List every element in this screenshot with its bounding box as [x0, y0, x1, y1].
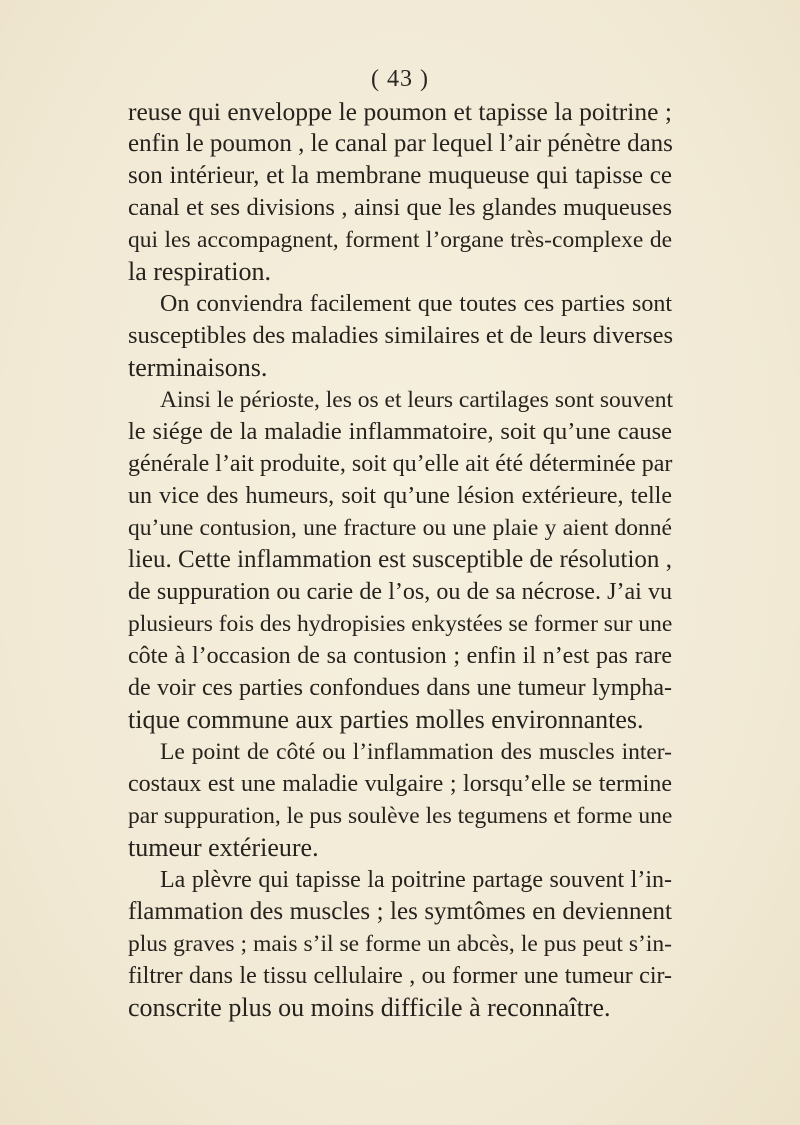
page-number: ( 43 )	[371, 66, 429, 92]
text-line: côte à l’occasion de sa contusion ; enfin il n’est pas rare	[128, 643, 672, 669]
text-line: lieu. Cette inflammation est susceptible de résolution ,	[128, 546, 672, 573]
text-line: La plèvre qui tapisse la poitrine partage souvent l’in-	[160, 867, 672, 893]
text-line: par suppuration, le pus soulève les tegumens et forme une	[128, 803, 673, 829]
text-line: de voir ces parties confondues dans une tumeur lympha-	[128, 675, 672, 701]
text-line: qu’une contusion, une fracture ou une plaie y aient donné	[128, 515, 672, 541]
text-line: de suppuration ou carie de l’os, ou de sa nécrose. J’ai vu	[128, 579, 672, 605]
text-line: un vice des humeurs, soit qu’une lésion extérieure, telle	[128, 483, 672, 509]
text-line: susceptibles des maladies similaires et de leurs diverses	[128, 322, 673, 349]
text-line: tique commune aux parties molles environnantes.	[128, 705, 644, 734]
text-line: plus graves ; mais s’il se forme un abcès, le pus peut s’in-	[128, 931, 672, 957]
text-line: Le point de côté ou l’inflammation des muscles inter-	[160, 739, 672, 765]
text-line: la respiration.	[128, 257, 271, 286]
text-line: qui les accompagnent, forment l’organe très-complexe de	[128, 227, 672, 253]
text-line: le siége de la maladie inflammatoire, soit qu’une cause	[128, 418, 672, 445]
text-line: terminaisons.	[128, 353, 268, 382]
text-line: enfin le poumon , le canal par lequel l’air pénètre dans	[128, 130, 673, 157]
text-line: Ainsi le périoste, les os et leurs cartilages sont souvent	[160, 387, 673, 413]
text-line: filtrer dans le tissu cellulaire , ou former une tumeur cir-	[128, 963, 672, 989]
text-line: canal et ses divisions , ainsi que les glandes muqueuses	[128, 194, 672, 221]
text-line: reuse qui enveloppe le poumon et tapisse la poitrine ;	[128, 97, 672, 126]
text-line: tumeur extérieure.	[128, 833, 319, 862]
text-line: son intérieur, et la membrane muqueuse qui tapisse ce	[128, 162, 672, 189]
text-line: générale l’ait produite, soit qu’elle ait été déterminée par	[128, 451, 673, 477]
text-line: costaux est une maladie vulgaire ; lorsqu’elle se termine	[128, 771, 672, 797]
text-line: On conviendra facilement que toutes ces parties sont	[160, 291, 672, 317]
text-line: conscrite plus ou moins difficile à reconnaître.	[128, 993, 611, 1022]
text-line: flammation des muscles ; les symtômes en deviennent	[128, 898, 672, 925]
text-line: plusieurs fois des hydropisies enkystées se former sur une	[128, 611, 673, 637]
